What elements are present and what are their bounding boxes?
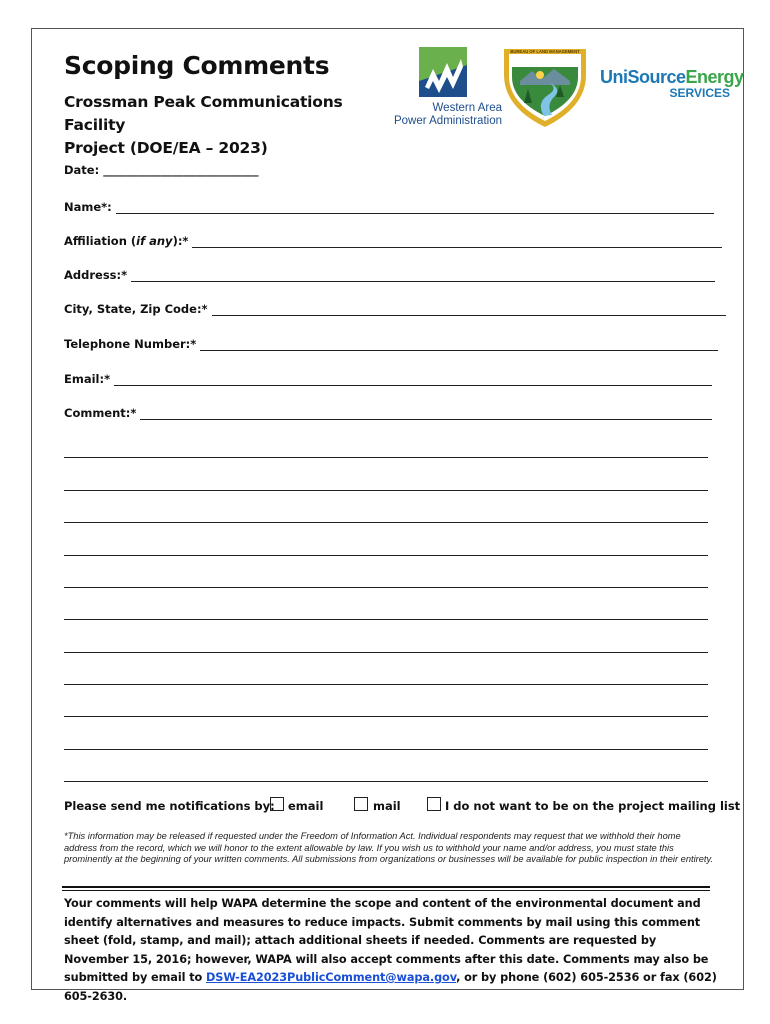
email-checkbox[interactable]: [270, 797, 284, 811]
city-state-zip-field[interactable]: [64, 302, 726, 316]
opt-out-option-label: I do not want to be on the project mailing list: [445, 799, 741, 813]
telephone-field[interactable]: [64, 337, 718, 351]
unisource-logo: [600, 67, 744, 100]
city-state-zip-input-line[interactable]: [212, 303, 726, 316]
affiliation-label-italic: if any: [136, 234, 173, 248]
email-input-line[interactable]: [114, 373, 712, 386]
subtitle-line-1: Crossman Peak Communications Facility: [64, 93, 343, 134]
page-subtitle: [64, 91, 394, 160]
comment-line[interactable]: [64, 652, 708, 653]
separator-thick: [62, 886, 710, 888]
telephone-label: Telephone Number:*: [64, 337, 197, 351]
page-title: Scoping Comments: [64, 51, 330, 80]
affiliation-label-suffix: ):*: [172, 234, 189, 248]
wapa-emblem-icon: [419, 47, 467, 97]
form-page: [31, 28, 744, 1003]
mail-option-label: mail: [373, 799, 401, 813]
wapa-name-line1: Western Area: [432, 102, 502, 114]
comment-line[interactable]: [64, 490, 708, 491]
date-field[interactable]: [64, 163, 262, 177]
comment-line[interactable]: [64, 684, 708, 685]
blm-logo-text: BUREAU OF LAND MANAGEMENT: [510, 49, 580, 54]
name-field[interactable]: [64, 200, 714, 214]
blm-shield-icon: [500, 45, 590, 129]
address-input-line[interactable]: [131, 269, 715, 282]
instructions-contact-text: , or by phone (602) 605-2536 or fax (602) 605-2630.: [64, 971, 717, 1003]
comment-line[interactable]: [64, 457, 708, 458]
comment-line[interactable]: [64, 619, 708, 620]
date-label: Date: ___________________________: [64, 163, 259, 177]
comment-line[interactable]: [64, 716, 708, 717]
city-state-zip-label: City, State, Zip Code:*: [64, 302, 208, 316]
unisource-name-part2: Energy: [685, 67, 744, 87]
unisource-name-part1: UniSource: [600, 67, 686, 87]
instructions-text: Your comments will help WAPA determine the scope and content of the environmental document and identify alternatives and measures to reduce impacts. Submit comments by mail using this comment sheet (fold, stamp, and mail); attach additional sheets if needed. Comments are requested by November 15, 2016; however, WAPA will also accept comments after this date. Comments may also be submitted by email to: [64, 897, 709, 984]
comment-line[interactable]: [64, 749, 708, 750]
comment-line[interactable]: [64, 781, 708, 782]
notification-label: Please send me notifications by:: [64, 799, 275, 813]
subtitle-line-2: Project (DOE/EA – 2023): [64, 139, 268, 157]
affiliation-label: [64, 234, 192, 248]
wapa-name-line2: Power Administration: [393, 115, 502, 127]
comment-line[interactable]: [64, 522, 708, 523]
comment-field[interactable]: [64, 406, 712, 420]
foia-disclaimer: *This information may be released if requested under the Freedom of Information Act. Individual respondents may request that we withhold their home address from the record, which we will honor to the extent allowable by law. If you wish us to withhold your name and/or address, you must state this prominently at the beginning of your written comments. All submissions from organizations or businesses will be available for public inspection in their entirety.: [64, 831, 714, 864]
name-label: Name*:: [64, 200, 112, 214]
unisource-services: SERVICES: [669, 86, 730, 100]
comment-line[interactable]: [64, 555, 708, 556]
instructions-paragraph: [64, 895, 719, 1006]
blm-logo: [500, 45, 590, 134]
wapa-logo: [382, 47, 502, 127]
affiliation-input-line[interactable]: [192, 235, 722, 248]
opt-out-checkbox[interactable]: [427, 797, 441, 811]
affiliation-label-prefix: Affiliation (: [64, 234, 137, 248]
address-field[interactable]: [64, 268, 715, 282]
separator-thin: [62, 890, 710, 891]
wapa-name: [382, 102, 502, 128]
unisource-name: [600, 67, 744, 88]
comment-line[interactable]: [64, 587, 708, 588]
address-label: Address:*: [64, 268, 128, 282]
mail-checkbox[interactable]: [354, 797, 368, 811]
name-input-line[interactable]: [116, 201, 714, 214]
affiliation-field[interactable]: [64, 234, 722, 248]
email-field[interactable]: [64, 372, 712, 386]
telephone-input-line[interactable]: [200, 338, 718, 351]
comment-email-link[interactable]: DSW-EA2023PublicComment@wapa.gov: [206, 971, 457, 984]
comment-label: Comment:*: [64, 406, 137, 420]
email-option-label: email: [288, 799, 324, 813]
email-label: Email:*: [64, 372, 111, 386]
comment-input-line[interactable]: [140, 407, 712, 420]
